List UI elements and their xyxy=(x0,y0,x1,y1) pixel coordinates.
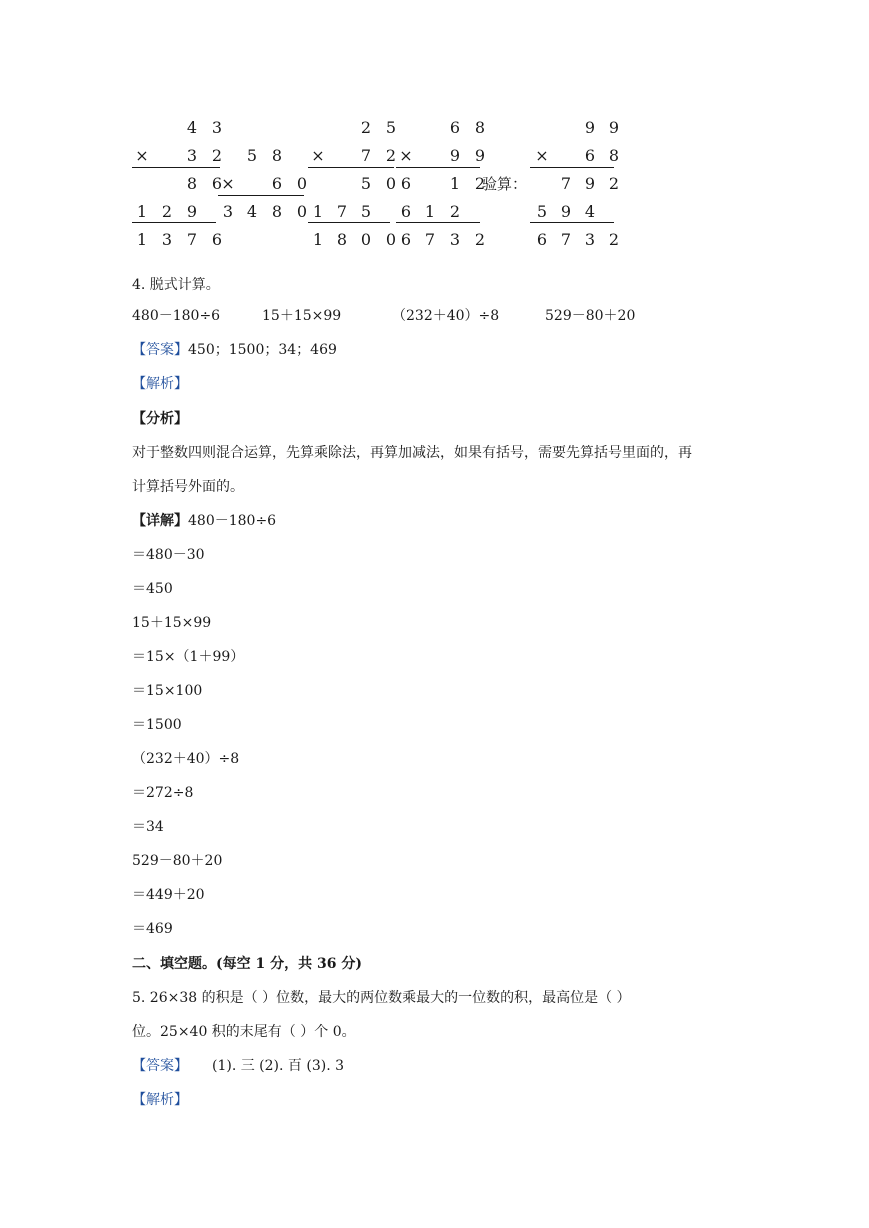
q4-expression: 15＋15×99 xyxy=(262,308,342,324)
calc-rule xyxy=(396,222,480,223)
calc-digit: × xyxy=(311,146,325,165)
calc-digit: 9 xyxy=(186,202,198,221)
detail-step: （232＋40）÷8 xyxy=(132,751,240,767)
section2-title: 二、填空题。(每空 1 分，共 36 分) xyxy=(132,956,362,972)
detail-step: ＝34 xyxy=(132,819,164,835)
calc-digit: 6 xyxy=(271,174,283,193)
calc-digit: 5 xyxy=(360,174,372,193)
calc-digit: 9 xyxy=(608,118,620,137)
calc-digit: 7 xyxy=(560,230,572,249)
calc-digit: 8 xyxy=(474,118,486,137)
calc-digit: 7 xyxy=(424,230,436,249)
calc-digit: 7 xyxy=(186,230,198,249)
calc-digit: 1 xyxy=(312,202,324,221)
detail-step: ＝15×100 xyxy=(132,683,203,699)
q4-fenxi-tag: 【分析】 xyxy=(132,411,188,427)
detail-step: 15＋15×99 xyxy=(132,615,212,631)
calc-digit: 9 xyxy=(584,118,596,137)
calc-digit: 5 xyxy=(385,118,397,137)
calc-digit: 9 xyxy=(474,146,486,165)
calc-digit: 6 xyxy=(536,230,548,249)
calc-digit: 0 xyxy=(360,230,372,249)
calc-digit: 2 xyxy=(474,174,486,193)
calc-digit: 3 xyxy=(222,202,234,221)
calc-digit: 8 xyxy=(271,202,283,221)
calc-digit: 0 xyxy=(385,230,397,249)
q4-detail-first xyxy=(132,511,276,531)
calc-digit: 2 xyxy=(211,146,223,165)
verify-label: 验算： xyxy=(482,175,528,193)
calc-digit: × xyxy=(535,146,549,165)
calc-digit: 6 xyxy=(584,146,596,165)
calc-digit: 7 xyxy=(336,202,348,221)
answer-text: (1). 三 (2). 百 (3). 3 xyxy=(212,1058,345,1074)
detail-step: ＝1500 xyxy=(132,717,182,733)
q4-fenxi-line1: 对于整数四则混合运算，先算乘除法，再算加减法，如果有括号，需要先算括号里面的，再 xyxy=(132,445,692,461)
calc-digit: 0 xyxy=(296,174,308,193)
detail-step: 480－180÷6 xyxy=(188,513,277,529)
q5-line1: 5. 26×38 的积是（ ）位数，最大的两位数乘最大的一位数的积，最高位是（ ） xyxy=(132,990,631,1006)
calc-digit: 3 xyxy=(161,230,173,249)
calc-digit: 4 xyxy=(246,202,258,221)
calc-digit: 1 xyxy=(424,202,436,221)
q4-title: 4. 脱式计算。 xyxy=(132,277,220,293)
detail-step: ＝15×（1＋99） xyxy=(132,649,245,665)
calc-rule xyxy=(530,222,614,223)
calc-rule xyxy=(132,167,220,168)
calc-digit: 2 xyxy=(385,146,397,165)
calc-digit: 2 xyxy=(608,230,620,249)
calc-digit: 8 xyxy=(186,174,198,193)
calc-digit: 6 xyxy=(211,230,223,249)
q5-answer xyxy=(132,1056,344,1076)
calc-digit: 0 xyxy=(296,202,308,221)
q5-analysis-tag: 【解析】 xyxy=(132,1092,188,1108)
calc-digit: 3 xyxy=(584,230,596,249)
q4-expression: 529－80＋20 xyxy=(545,308,636,324)
calc-digit: 5 xyxy=(536,202,548,221)
calc-digit: 7 xyxy=(360,146,372,165)
vertical-calculations xyxy=(0,0,869,260)
calc-digit: 1 xyxy=(136,202,148,221)
calc-digit: 4 xyxy=(584,202,596,221)
calc-digit: 4 xyxy=(186,118,198,137)
calc-digit: 2 xyxy=(449,202,461,221)
calc-digit: 8 xyxy=(271,146,283,165)
calc-digit: 1 xyxy=(449,174,461,193)
calc-rule xyxy=(132,222,216,223)
calc-digit: 6 xyxy=(400,174,412,193)
calc-digit: 8 xyxy=(608,146,620,165)
calc-rule xyxy=(218,195,304,196)
calc-digit: 9 xyxy=(584,174,596,193)
calc-digit: 7 xyxy=(560,174,572,193)
calc-digit: 9 xyxy=(449,146,461,165)
detail-step: ＝449＋20 xyxy=(132,887,205,903)
q4-fenxi-line2: 计算括号外面的。 xyxy=(132,479,244,495)
calc-digit: 3 xyxy=(211,118,223,137)
q4-analysis-tag: 【解析】 xyxy=(132,376,188,392)
detail-step: ＝469 xyxy=(132,921,173,937)
calc-digit: 2 xyxy=(161,202,173,221)
calc-digit: 2 xyxy=(360,118,372,137)
calc-rule xyxy=(308,222,390,223)
detail-step: ＝272÷8 xyxy=(132,785,194,801)
detail-step: 529－80＋20 xyxy=(132,853,223,869)
detail-step: ＝480－30 xyxy=(132,547,205,563)
calc-digit: 8 xyxy=(336,230,348,249)
calc-digit: 5 xyxy=(246,146,258,165)
calc-digit: 2 xyxy=(474,230,486,249)
answer-text: 450；1500；34；469 xyxy=(188,342,337,358)
calc-rule xyxy=(308,167,394,168)
calc-rule xyxy=(530,167,614,168)
calc-digit: 3 xyxy=(186,146,198,165)
calc-digit: 1 xyxy=(312,230,324,249)
q5-line2: 位。25×40 积的末尾有（ ）个 0。 xyxy=(132,1024,356,1040)
calc-digit: × xyxy=(399,146,413,165)
calc-digit: 2 xyxy=(608,174,620,193)
calc-digit: 5 xyxy=(360,202,372,221)
q4-answer xyxy=(132,340,337,360)
calc-digit: 9 xyxy=(560,202,572,221)
detail-tag: 【详解】 xyxy=(132,513,188,529)
detail-step: ＝450 xyxy=(132,581,173,597)
calc-digit: 6 xyxy=(400,202,412,221)
calc-digit: 6 xyxy=(211,174,223,193)
calc-digit: 3 xyxy=(449,230,461,249)
calc-rule xyxy=(396,167,480,168)
calc-digit: × xyxy=(221,174,235,193)
calc-digit: 6 xyxy=(400,230,412,249)
calc-digit: 6 xyxy=(449,118,461,137)
calc-digit: 0 xyxy=(385,174,397,193)
answer-tag: 【答案】 xyxy=(132,342,188,358)
answer-tag: 【答案】 xyxy=(132,1058,188,1074)
q4-expression: （232＋40）÷8 xyxy=(392,308,500,324)
calc-digit: 1 xyxy=(136,230,148,249)
calc-digit: × xyxy=(135,146,149,165)
q4-expression: 480－180÷6 xyxy=(132,308,221,324)
